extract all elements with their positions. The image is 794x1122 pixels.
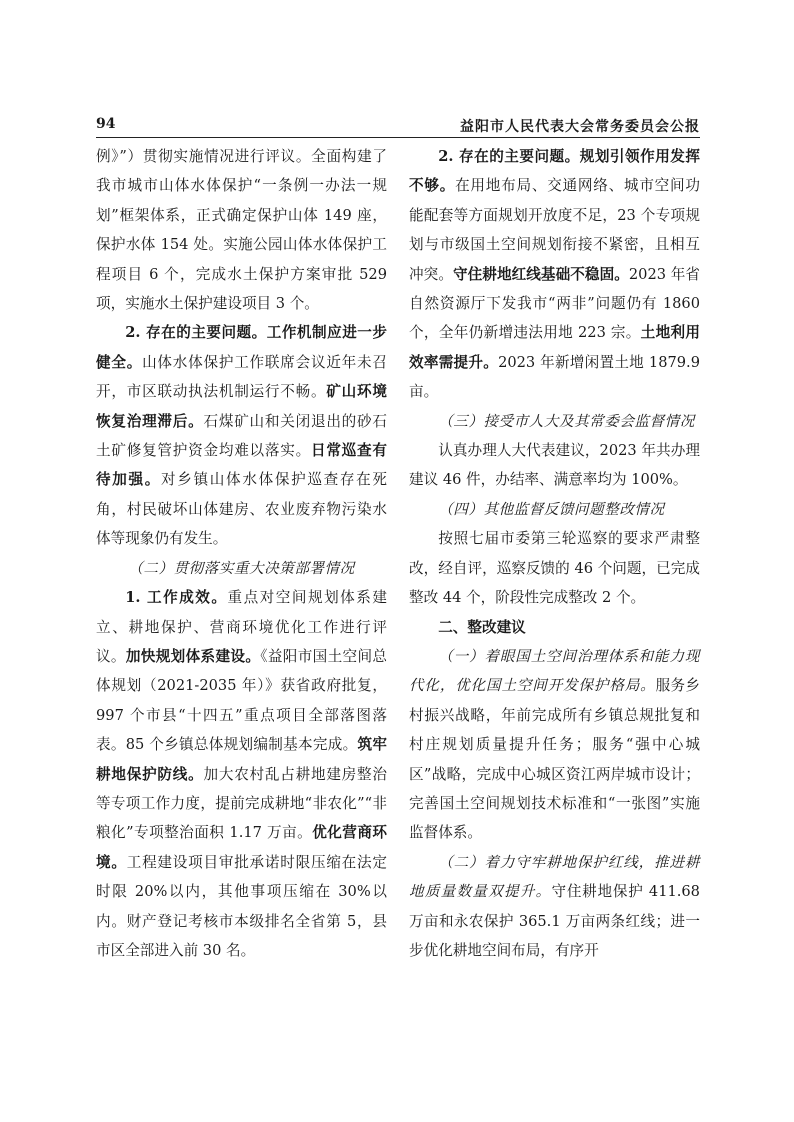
subsection-heading: （三）接受市人大及其常委会监督情况 [438,412,695,430]
journal-title: 益阳市人民代表大会常务委员会公报 [460,119,700,135]
text-run: 重点对空间规划体系建立、耕地保护、营商环境优化工作进行评议。 [96,589,387,665]
bold-heading: 2. 存在的主要问题。工作机制应进一步健全。 [96,324,387,371]
bold-heading: 1. 工作成效。 [125,589,228,607]
text-run: 2023 年省自然资源厅下发我市“两非”问题仍有 1860 个，全年仍新增违法用地 223 宗。 [409,265,700,342]
paragraph: 例》”）贯彻实施情况进行评议。全面构建了我市城市山体水体保护“一条例一办法一规划”框架体系，正式确定保护山体 149 座，保护水体 154 处。实施公园山体水体保护工程项目 6 个，完成水土保护方案审批 529 项，实施水土保护建设项目 3 个。 [96,148,387,313]
section-heading: 二、整改建议 [438,618,526,636]
text-run: 工程建设项目审批承诺时限压缩在法定时限 20%以内，其他事项压缩在 30%以内。财产登记考核市本级排名全省第 5，县市区全部进入前 30 名。 [96,853,387,959]
subsection-heading: （二）贯彻落实重大决策部署情况 [128,559,355,577]
left-column [96,142,387,965]
paragraph [409,642,700,848]
header-rule [96,137,700,138]
text-run: 对乡镇山体水体保护巡查存在死角，村民破坏山体建房、农业废弃物污染水体等现象仍有发生。 [96,471,387,548]
bold-heading: 优化营商环境。 [96,824,387,871]
bold-heading: 土地利用效率需提升。 [409,324,700,371]
text-run: 石煤矿山和关闭退出的砂石土矿修复管护资金均难以落实。 [96,412,387,460]
text-run: 山体水体保护工作联席会议近年未召开，市区联动执法机制运行不畅。 [96,353,387,401]
paragraph: 认真办理人大代表建议，2023 年共办理建议 46 件，办结率、满意率均为 100%。 [409,442,700,489]
right-column [409,142,700,965]
page-number: 94 [96,116,116,132]
text-run: 加大农村乱占耕地建房整治等专项工作力度，提前完成耕地“非农化”“非粮化”专项整治面积 1.17 万亩。 [96,765,387,842]
text-run: 服务乡村振兴战略，年前完成所有乡镇总规批复和村庄规划质量提升任务；服务“强中心城区”战略，完成中心城区资江两岸城市设计；完善国土空间规划技术标准和“一张图”实施监督体系。 [409,677,700,842]
italic-heading: （二）着力守牢耕地保护红线，推进耕地质量数量双提升。 [409,853,700,901]
bold-heading: 守住耕地红线基础不稳固。 [452,265,629,283]
paragraph [409,848,700,966]
bold-heading: 筑牢耕地保护防线。 [96,736,387,783]
text-run: 守住耕地保护 411.68 万亩和永农保护 365.1 万亩两条红线；进一步优化耕地空间布局，有序开 [409,883,700,959]
bold-heading: 矿山环境恢复治理滞后。 [96,383,387,430]
italic-heading: （一）着眼国土空间治理体系和能力现代化，优化国土空间开发保护格局。 [409,647,700,695]
paragraph [96,583,387,965]
paragraph [409,142,700,407]
bold-heading: 加快规划体系建设。 [125,647,261,665]
text-run: 《益阳市国土空间总体规划（2021-2035 年）》获省政府批复，997 个市县“十四五”重点项目全部落图落表。85 个乡镇总体规划编制基本完成。 [96,647,387,754]
paragraph [96,318,387,553]
text-run: 在用地布局、交通网络、城市空间功能配套等方面规划开放度不足，23 个专项规划与市级国土空间规划衔接不紧密，且相互冲突。 [409,177,700,283]
page-header [96,116,700,138]
paragraph: 按照七届市委第三轮巡察的要求严肃整改，经自评，巡察反馈的 46 个问题，已完成整改 44 个，阶段性完成整改 2 个。 [409,530,700,607]
subsection-heading: （四）其他监督反馈问题整改情况 [438,500,665,518]
text-run: 2023 年新增闲置土地 1879.9 亩。 [409,353,700,401]
bold-heading: 日常巡查有待加强。 [96,442,387,489]
bold-heading: 2. 存在的主要问题。规划引领作用发挥不够。 [409,148,700,195]
